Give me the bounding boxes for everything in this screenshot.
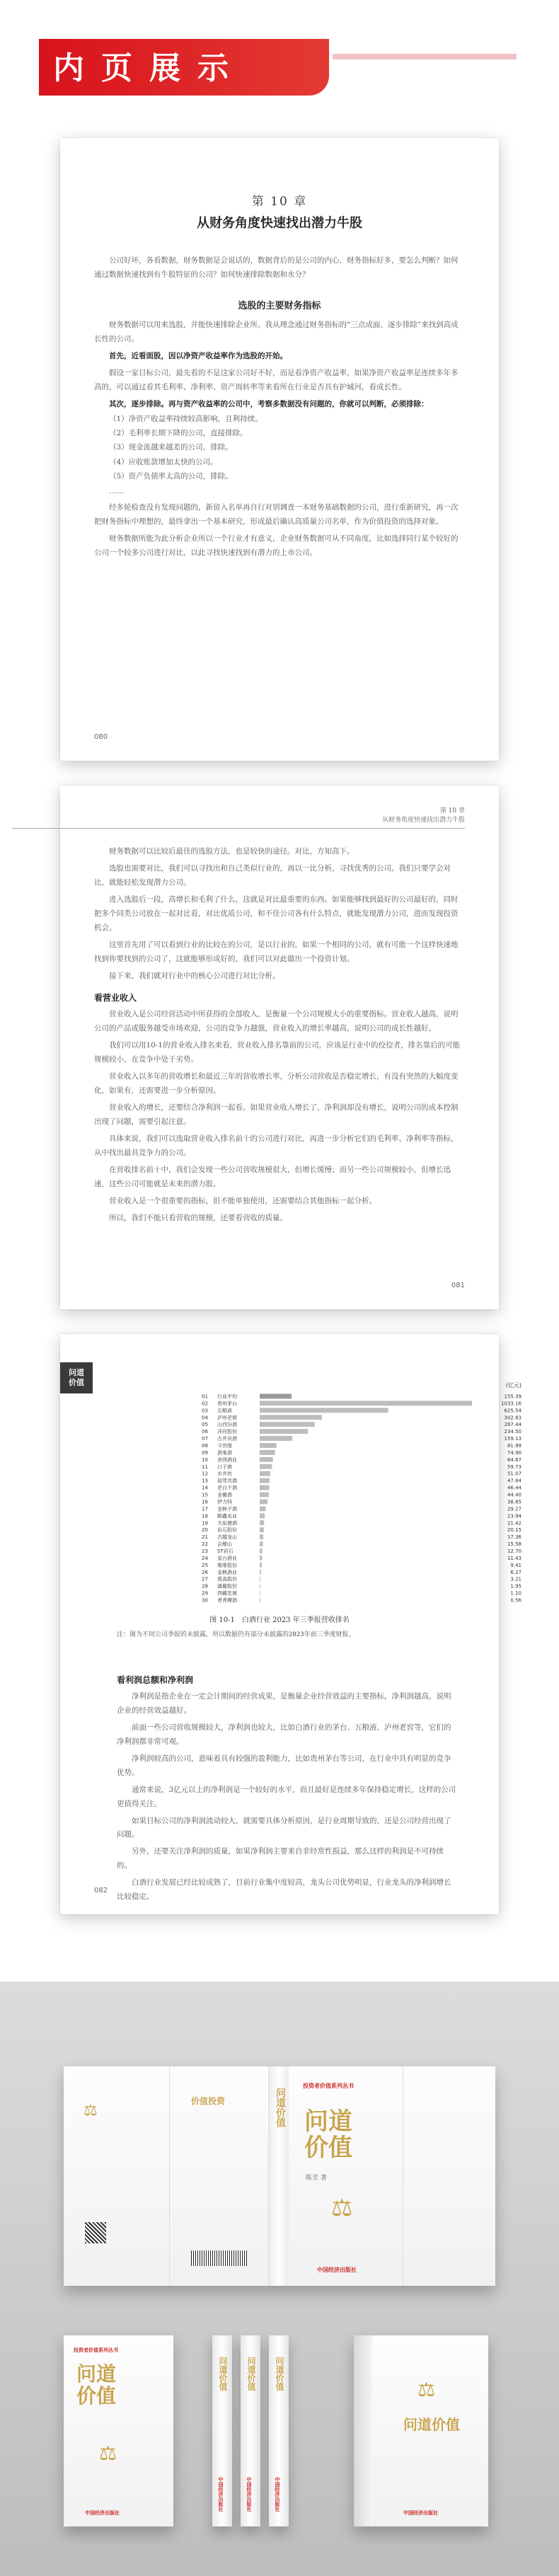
chart-category-label: 莫高股份 — [217, 1576, 237, 1582]
paragraph: 净利润较高的公司，意味着具有较强的盈利能力，比如贵州茅台等公司，在行业中具有明显的竞争优势。 — [117, 1754, 451, 1777]
chart-category-label: 五粮液 — [217, 1408, 232, 1414]
chart-category-label: 金枫酒业 — [217, 1569, 237, 1575]
scale-icon: ⚖ — [83, 2102, 98, 2120]
chart-category-label: 今世缘 — [217, 1442, 232, 1449]
chart-rank-label: 10 — [202, 1456, 208, 1463]
chart-unit-label: (亿元) — [505, 1382, 521, 1388]
chart-rank-label: 22 — [202, 1541, 208, 1548]
book-front — [64, 2335, 173, 2526]
chart-value-label: 3.21 — [510, 1576, 521, 1582]
list-item: （1）净资产收益率持续较高影响，且利持续。 — [109, 414, 263, 423]
book-angled-spine — [354, 2335, 372, 2526]
chart-bar — [260, 1450, 275, 1455]
chart-value-label: 267.44 — [504, 1422, 521, 1428]
page-number: 081 — [451, 1282, 465, 1289]
running-head — [382, 807, 465, 824]
chart-bar — [260, 1534, 263, 1539]
chart-category-label: 山西汾酒 — [217, 1422, 237, 1428]
barcode — [191, 2250, 248, 2266]
paragraph-bold: 其次，逐步排除。再与资产收益率的公司中，考察多数据没有问题的，你就可以判断，必须排除： — [109, 399, 429, 408]
chart-bar — [260, 1443, 277, 1448]
chart-bar — [260, 1541, 263, 1546]
section-title: 选股的主要财务指标 — [238, 300, 321, 311]
chart-category-label: ST岩石 — [217, 1548, 234, 1554]
chart-bar — [260, 1506, 265, 1511]
chart-bar — [260, 1436, 292, 1441]
paragraph: 白酒行业发展已经比较成熟了，目前行业集中度较高，龙头公司优势明显，行业龙头的净利润增长比较稳定。 — [117, 1878, 451, 1902]
chart-rank-label: 17 — [202, 1506, 208, 1512]
chart-bar — [260, 1556, 262, 1560]
qr-code — [85, 2222, 106, 2243]
chart-value-label: 11.43 — [507, 1555, 521, 1561]
chart-bar — [260, 1464, 272, 1469]
chart-bar — [260, 1408, 388, 1413]
chart-value-label: 59.73 — [507, 1464, 521, 1470]
paragraph: 接下来，我们就对行业中的核心公司进行对比分析。 — [109, 971, 280, 980]
chart-value-label: 155.39 — [504, 1393, 521, 1400]
publisher: 中国经济出版社 — [85, 2510, 120, 2516]
chart-value-label: 47.84 — [507, 1478, 521, 1484]
paragraph: 进入选股后一段，高增长和毛利了什么，这就是对比最重要的东西。如果能够找到最好的公司最好的，同时把多个同类公司放在一起对比看，对比优质公司，和不佳公司各有什么特点，就能发现潜力公司，进而发现投资机会。 — [94, 895, 459, 932]
running-head-rule — [12, 828, 465, 829]
front-flap — [403, 2066, 495, 2286]
chart-category-label: 皇台酒业 — [217, 1555, 237, 1561]
chart-category-label: 迎驾贡酒 — [217, 1478, 237, 1484]
paragraph: 财务数据可以比较后最佳的选股方法，也是较快的途径。对比，方知高下。 — [109, 847, 355, 856]
chart-value-label: 23.94 — [507, 1513, 521, 1519]
chart-value-label: 6.27 — [510, 1569, 521, 1575]
page-number: 080 — [94, 733, 108, 741]
chart-bar — [260, 1548, 263, 1553]
chart-rank-label: 01 — [202, 1393, 208, 1400]
paragraph: 如果目标公司的净利润波动较大，就需要具体分析原因，是行业周期导致的，还是公司经营出现了问题。 — [117, 1816, 451, 1839]
chart-rank-label: 12 — [202, 1471, 208, 1477]
chart-bar — [260, 1429, 308, 1434]
paragraph: 通常来说，3亿元以上的净利润是一个较好的水平，而且最好是连续多年保持稳定增长，这样的公司更值得关注。 — [117, 1785, 456, 1808]
series-label: 投资者价值系列丛书 — [74, 2347, 118, 2353]
chart-category-label: 岩石股份 — [217, 1527, 237, 1534]
chart-bar — [260, 1520, 264, 1525]
chart-rank-label: 21 — [202, 1534, 208, 1541]
chart-rank-label: 03 — [202, 1408, 208, 1414]
chart-rank-label: 04 — [202, 1415, 208, 1421]
cover-title: 问道价值 — [304, 2108, 352, 2163]
page-081 — [60, 786, 499, 1309]
chart-category-label: 天佑德酒 — [217, 1520, 237, 1526]
side-tab-line: 问道 — [69, 1367, 84, 1377]
side-tab-line: 价值 — [69, 1378, 84, 1387]
chart-value-label: 44.40 — [507, 1492, 521, 1498]
top-banner — [0, 0, 559, 124]
chart-category-label: 口子窖 — [217, 1464, 232, 1470]
chart-category-label: 通葡股份 — [217, 1583, 237, 1589]
chart-value-label: 74.90 — [507, 1449, 521, 1456]
spine-publisher: 中国经济出版社 — [275, 2477, 280, 2512]
chart-rank-label: 09 — [202, 1449, 208, 1456]
chart-value-label: 38.85 — [507, 1499, 521, 1505]
chapter-title: 从财务角度快速找出潜力牛股 — [197, 216, 362, 231]
chart-rank-label: 18 — [202, 1513, 208, 1519]
chart-rank-label: 05 — [202, 1422, 208, 1428]
running-head-chapter: 第 10 章 — [439, 807, 465, 815]
front-cover — [289, 2066, 403, 2286]
paragraph: 财务数据可以用来选股，并能快速排除企业所。我从理念通过财务指标的“三点成面、逐步排除”来找到高成长性的公司。 — [94, 320, 459, 343]
cover-title: 问道价值 — [76, 2362, 117, 2408]
chart-category-label: 贵州茅台 — [217, 1401, 237, 1407]
chart-category-label: 洋河股份 — [217, 1429, 237, 1435]
subsection-title: 看利润总额和净利润 — [117, 1675, 194, 1685]
chart-category-label: 舍得酒业 — [217, 1456, 237, 1463]
spine-title: 问道价值 — [275, 2088, 286, 2127]
chart-category-label: 金种子酒 — [217, 1506, 237, 1512]
spine — [269, 2066, 289, 2286]
chart-bar — [260, 1513, 265, 1518]
chart-note: 注：图为不同公司季报的未披露，所以数据仍有部分未披露的2023年前三季度财报。 — [117, 1631, 355, 1638]
page-080 — [60, 138, 499, 761]
chart-value-label: 625.54 — [504, 1408, 521, 1414]
chart-value-label: 9.41 — [510, 1562, 521, 1568]
chart-value-label: 15.58 — [507, 1541, 521, 1548]
spine-publisher: 中国经济出版社 — [218, 2477, 224, 2512]
subsection-title: 看营业收入 — [94, 993, 137, 1004]
chart-rank-label: 29 — [202, 1590, 208, 1597]
chart-bar — [260, 1527, 264, 1532]
scale-icon: ⚖ — [99, 2442, 117, 2465]
chart-bar — [260, 1457, 273, 1462]
book-spine — [212, 2335, 232, 2526]
author: 陈芳 著 — [306, 2175, 327, 2182]
chart-category-label: 古井贡酒 — [217, 1436, 237, 1442]
back-cover — [170, 2066, 269, 2286]
chart-bar — [260, 1401, 472, 1405]
chart-rank-label: 08 — [202, 1442, 208, 1449]
paragraph: 选股也需要对比，我们可以寻找出和自己类似行业的，再以一比分析，寻找优秀的公司。我们只要学会对比，就能轻松发现潜力公司。 — [94, 863, 451, 887]
chart-value-label: 17.36 — [507, 1534, 521, 1541]
back-flap — [64, 2066, 170, 2286]
chart-rank-label: 27 — [202, 1576, 208, 1582]
book-unfolded-cover — [64, 2066, 495, 2286]
chart-rank-label: 13 — [202, 1478, 208, 1484]
chart-rank-label: 24 — [202, 1555, 208, 1561]
chart-rank-label: 26 — [202, 1569, 208, 1575]
chart-value-label: 64.67 — [507, 1456, 521, 1463]
side-tab — [60, 1362, 93, 1393]
spine-publisher: 中国经济出版社 — [246, 2477, 252, 2512]
chart-category-label: 顺鑫农业 — [217, 1513, 237, 1519]
paragraph: 具体来说，我们可以选取营业收入排名前十的公司进行对比，再进一步分析它们的毛利率、净利率等指标，从中找出最具竞争力的公司。 — [94, 1134, 459, 1157]
paragraph: 营业收入是公司经营活动中所获得的全部收入，是衡量一个公司规模大小的重要指标。营业收入越高，说明公司的产品或服务越受市场欢迎，公司的竞争力越强，营业收入的增长率越高，说明公司的成长性越好。 — [94, 1010, 459, 1033]
scale-icon: ⚖ — [417, 2378, 436, 2401]
chart-value-label: 46.44 — [507, 1485, 521, 1491]
paragraph: 另外，还要关注净利润的质量，如果净利润主要来自非经常性损益，那么这样的利润是不可持续的。 — [117, 1847, 444, 1870]
chart-bar — [260, 1393, 292, 1398]
paragraph: 这里首先用了可以看到行业的比较在的公司，是以行业的，如果一个相同的公司，就有可能一个这样快速地找到你要找到的公司了，这就能够形成好的，我们可以对此做出一个投资计划。 — [94, 940, 459, 963]
paragraph: 假设一家目标公司，最先看的不是这家公司好不好，而是看净资产收益率，如果净资产收益率是连续多年多高的，可以通过看其毛利率、净利率、资产周转率等来看所在行业是否具有护城河，看成长性。 — [94, 368, 459, 391]
chart-value-label: 1033.16 — [501, 1401, 521, 1407]
chart-bar — [260, 1422, 315, 1427]
paragraph: 我们可以用10-1的营业收入排名来看，营业收入排名靠前的公司，应该是行业中的佼佼者，排名靠后的可能规模较小，在竞争中处于劣势。 — [94, 1041, 461, 1064]
chart-bar — [260, 1415, 322, 1420]
chart-rank-label: 30 — [202, 1597, 208, 1604]
book-angled — [354, 2335, 488, 2526]
chart-value-label: 302.83 — [504, 1415, 521, 1421]
chart-rank-label: 02 — [202, 1401, 208, 1407]
series-label: 投资者价值系列丛书 — [303, 2083, 354, 2089]
chart-svg — [202, 1380, 527, 1606]
list-item: （2）毛利率长期下降的公司，直接排除。 — [109, 428, 248, 437]
banner-accent-bar — [333, 54, 517, 59]
paragraph: 营业收入是一个很重要的指标，但不能单独使用，还需要结合其他指标一起分析。 — [109, 1196, 376, 1205]
chart-category-label: 水井坊 — [217, 1471, 232, 1477]
list-item: （3）现金流越来越差的公司，排除。 — [109, 443, 233, 452]
chart-category-label: 会稽山 — [217, 1541, 232, 1548]
chart-bar — [260, 1493, 269, 1497]
chart-rank-label: 07 — [202, 1436, 208, 1442]
chart-rank-label: 25 — [202, 1562, 208, 1568]
chart-value-label: 0.56 — [510, 1597, 521, 1604]
chart-bar — [260, 1478, 270, 1483]
book-spine — [269, 2335, 289, 2526]
chart-category-label: 行业平均 — [217, 1393, 237, 1400]
chart-rank-label: 23 — [202, 1548, 208, 1554]
list-item: （5）资产负债率太高的公司，排除。 — [109, 472, 233, 481]
chart-rank-label: 14 — [202, 1485, 208, 1491]
chart-category-label: 维维股份 — [217, 1562, 237, 1568]
paragraph: 财务数据所能为此分析企业所以一个行业才有意义，企业财务数据可从不同角度，比如选择同行某个较好的公司一个较多公司进行对比，以此寻找快速找到有潜力的上市公司。 — [94, 534, 459, 558]
chart-bar — [260, 1499, 267, 1504]
paragraph: 营业收入以多年的营收增长和最近三年的营收增长率，分析公司营收是否稳定增长，有没有突然的大幅度变化，如果有，还需要进一步分析原因。 — [94, 1072, 459, 1096]
chart-category-label: 泸州老窖 — [217, 1415, 237, 1421]
chart-rank-label: 06 — [202, 1429, 208, 1435]
chart-rank-label: 20 — [202, 1527, 208, 1534]
chart-value-label: 159.13 — [504, 1436, 521, 1442]
chart-category-label: 金徽酒 — [217, 1492, 232, 1498]
paragraph-bold: 首先，近看面股，因以净资产收益率作为选股的开始。 — [109, 351, 287, 360]
chart-value-label: 29.27 — [507, 1506, 521, 1512]
scale-icon: ⚖ — [331, 2194, 353, 2222]
chart-value-label: 1.95 — [510, 1583, 521, 1589]
chart-value-label: 21.42 — [507, 1520, 521, 1526]
banner-title: 内页展示 — [53, 50, 246, 86]
publisher: 中国经济出版社 — [403, 2510, 438, 2516]
bar-chart — [202, 1380, 527, 1606]
page-082 — [60, 1334, 521, 1914]
running-head-title: 从财务角度快速找出潜力牛股 — [381, 816, 465, 824]
chart-category-label: 老白干酒 — [217, 1485, 237, 1491]
spine-title: 问道价值 — [218, 2357, 228, 2391]
page-number: 082 — [94, 1887, 108, 1894]
chart-value-label: 51.07 — [507, 1471, 521, 1477]
ellipsis: …… — [109, 486, 124, 495]
cover-title: 问道价值 — [403, 2416, 460, 2433]
spine-title: 问道价值 — [275, 2357, 284, 2391]
chart-rank-label: 15 — [202, 1492, 208, 1498]
chart-rank-label: 19 — [202, 1520, 208, 1526]
chart-rank-label: 28 — [202, 1583, 208, 1589]
chart-category-label: 西藏发展 — [217, 1590, 237, 1597]
book-spine — [241, 2335, 260, 2526]
chart-caption: 图 10-1 白酒行业 2023 年三季报营收排名 — [209, 1616, 350, 1624]
paragraph: 净利润是指企业在一定会计期间的经营成果，是衡量企业经营效益的主要指标，净利润越高，说明企业的经营效益越好。 — [117, 1692, 451, 1715]
paragraph: 前面一些公司营收规模较大，净利润也较大，比如白酒行业的茅台、五粮液、泸州老窖等，它们的净利润都非常可观。 — [117, 1723, 451, 1746]
chart-value-label: 234.50 — [504, 1429, 521, 1435]
paragraph: 所以，我们不能只看营收的规模，还要看营收的质量。 — [109, 1213, 287, 1222]
chart-value-label: 12.70 — [507, 1548, 521, 1554]
chapter-intro: 公司好坏，各看数据，财务数据是会说话的，数据背后的是公司的内心，财务指标好多，要怎么判断？如何通过数据快速找到有牛股特征的公司？如何快速排除数据和水分？ — [94, 256, 459, 279]
chart-category-label: 古越龙山 — [217, 1534, 237, 1541]
publisher: 中国经济出版社 — [317, 2267, 357, 2273]
chart-bar — [260, 1563, 262, 1568]
paragraph: 营业收入的增长，还要结合净利润一起看。如果营业收入增长了，净利润却没有增长，说明公司的成本控制出现了问题，需要引起注意。 — [94, 1103, 459, 1126]
chart-rank-label: 16 — [202, 1499, 208, 1505]
paragraph: 在营收排名前十中，我们会发现一些公司营收规模很大，但增长缓慢；而另一些公司规模较小，但增长迅速，这些公司可能就是未来的潜力股。 — [94, 1165, 451, 1188]
chart-bar — [260, 1485, 269, 1490]
back-tag: 价值投资 — [191, 2096, 226, 2106]
chart-category-label: 伊力特 — [217, 1499, 232, 1505]
spine-title: 问道价值 — [246, 2357, 256, 2391]
chapter-number: 第 10 章 — [251, 195, 308, 209]
chart-value-label: 81.99 — [507, 1442, 521, 1449]
chart-category-label: 青青稞酒 — [217, 1597, 237, 1604]
chart-value-label: 1.10 — [510, 1590, 521, 1597]
chart-category-label: 酒鬼酒 — [217, 1449, 232, 1456]
chart-bar — [260, 1570, 261, 1575]
chart-rank-label: 11 — [202, 1464, 208, 1470]
chart-bar — [260, 1471, 270, 1476]
list-item: （4）应收账款增加太快的公司。 — [109, 457, 218, 466]
chart-value-label: 20.15 — [507, 1527, 521, 1534]
paragraph: 经多轮检查没有发现问题的，新留入名单再自行对别调查一本财务基础数据的公司，进行重新研究，再一次把财务指标中理想的，最终拿出一个基本研究，形成最后确认高质量公司名单，作为价值投资的选择对象。 — [94, 503, 459, 527]
book-mockups — [0, 1982, 559, 2576]
